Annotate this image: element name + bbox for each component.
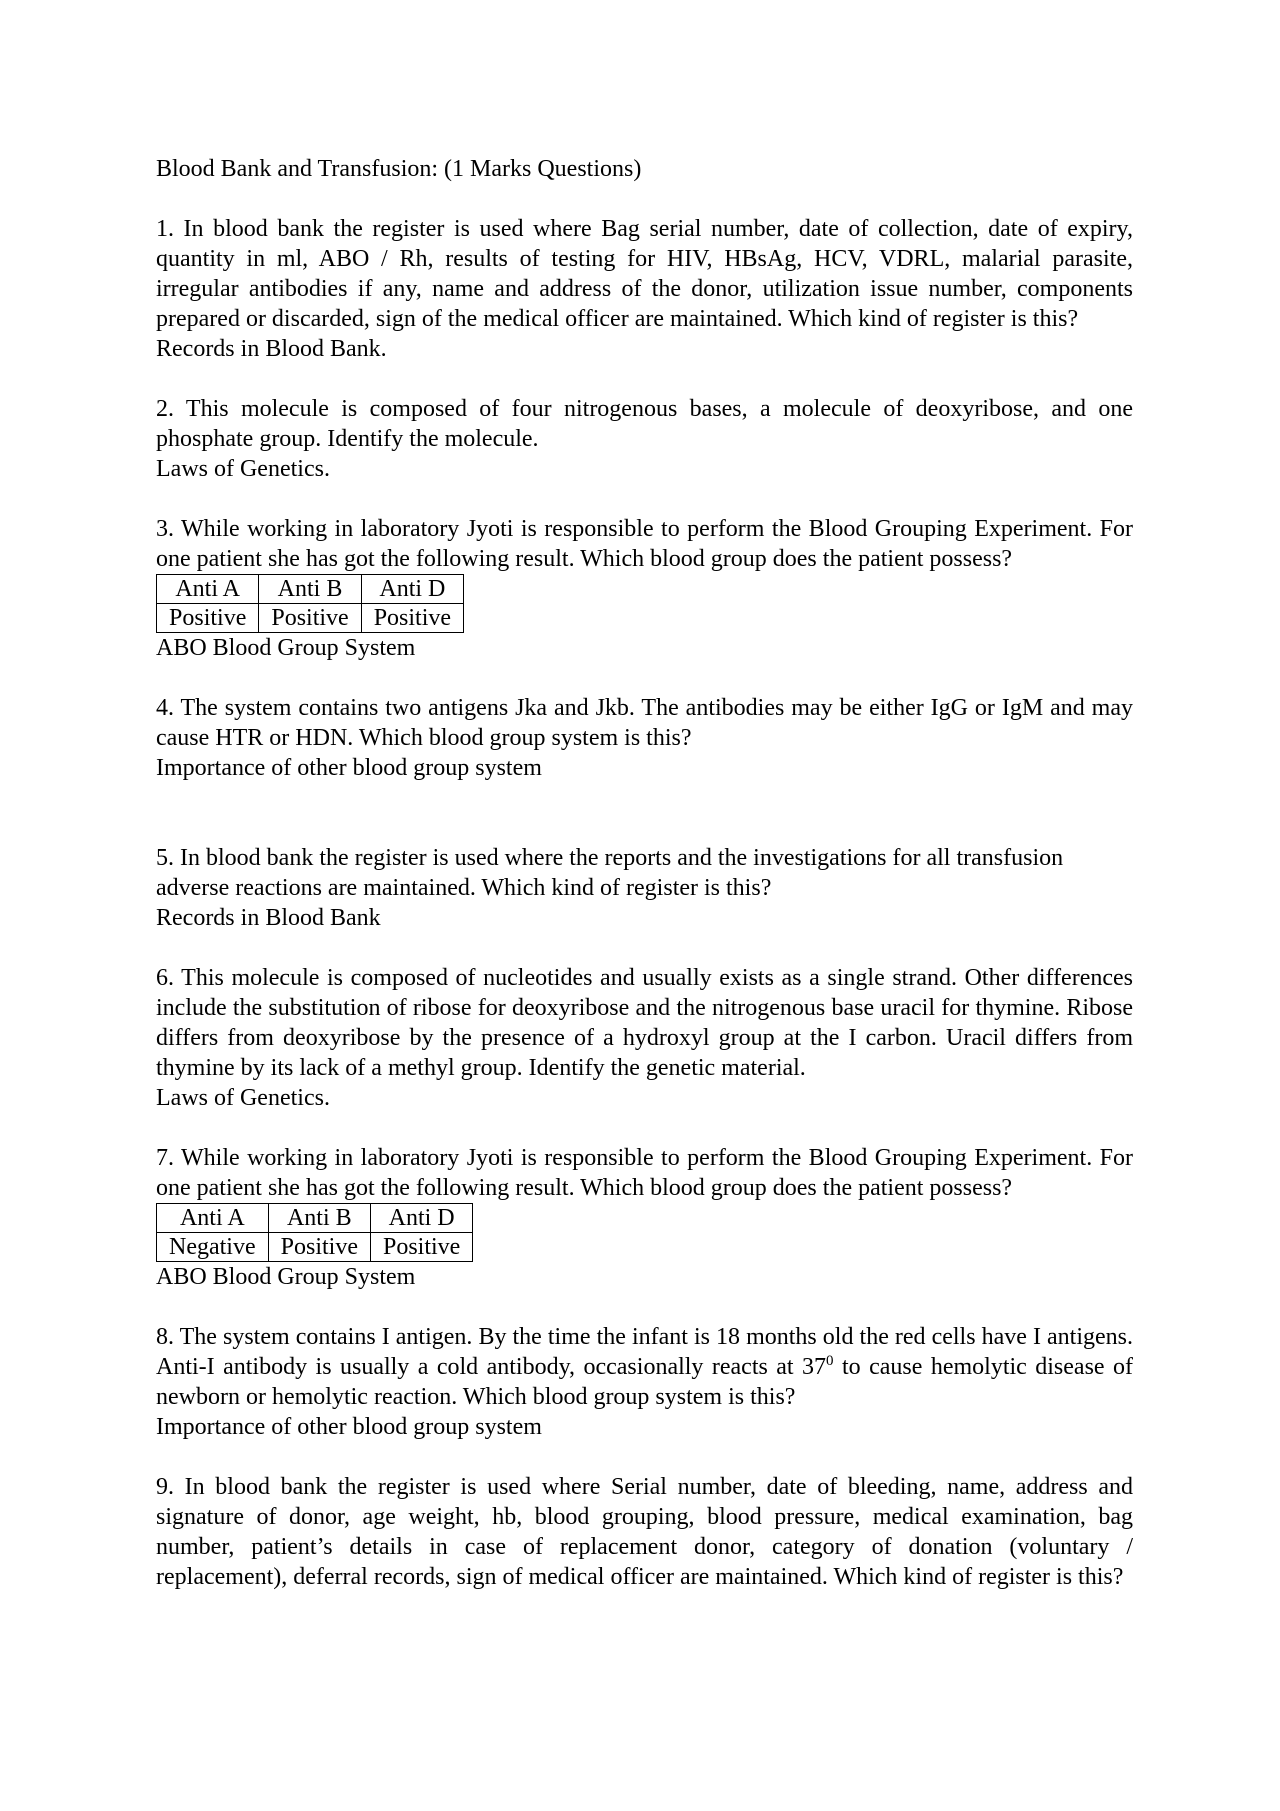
question-text: [156, 1322, 1133, 1412]
table-header-row: [157, 575, 464, 604]
question-7: [156, 1143, 1133, 1292]
question-topic: ABO Blood Group System: [156, 635, 416, 661]
question-6: [156, 963, 1133, 1113]
document-title: Blood Bank and Transfusion: (1 Marks Questions): [156, 156, 642, 182]
table-cell: Anti D: [361, 575, 463, 604]
blood-grouping-result-table: [156, 574, 464, 633]
table-cell: Anti B: [268, 1204, 370, 1233]
question-9: [156, 1472, 1133, 1592]
question-5: [156, 843, 1133, 933]
question-8: [156, 1322, 1133, 1442]
question-1: [156, 214, 1133, 364]
blood-grouping-result-table: [156, 1203, 473, 1262]
table-cell: Anti D: [370, 1204, 472, 1233]
question-3: [156, 514, 1133, 663]
table-cell: Anti A: [157, 1204, 269, 1233]
question-text: 4. The system contains two antigens Jka and Jkb. The antibodies may be either IgG or IgM and may cause HTR or HDN. Which blood group system is this?: [156, 695, 1133, 751]
table-cell: Positive: [361, 604, 463, 633]
question-text: 3. While working in laboratory Jyoti is responsible to perform the Blood Grouping Experiment. For one patient she has got the following result. Which blood group does the patient possess?: [156, 516, 1133, 572]
question-text: 7. While working in laboratory Jyoti is responsible to perform the Blood Grouping Experiment. For one patient she has got the following result. Which blood group does the patient possess?: [156, 1145, 1133, 1201]
question-text: 9. In blood bank the register is used where Serial number, date of bleeding, name, address and signature of donor, age weight, hb, blood grouping, blood pressure, medical examination, bag number, patient’s details in case of replacement donor, category of donation (voluntary / replacement), deferral records, sign of medical officer are maintained. Which kind of register is this?: [156, 1474, 1133, 1590]
question-text: 2. This molecule is composed of four nitrogenous bases, a molecule of deoxyribose, and one phosphate group. Identify the molecule.: [156, 396, 1133, 452]
question-2: [156, 394, 1133, 484]
table-row: [157, 1233, 473, 1262]
question-text: 6. This molecule is composed of nucleotides and usually exists as a single strand. Other differences include the substitution of ribose for deoxyribose and the nitrogenous base uracil for thymine. Ribose differs from deoxyribose by the presence of a hydroxyl group at the I carbon. Uracil differs from thymine by its lack of a methyl group. Identify the genetic material.: [156, 965, 1133, 1081]
table-cell: Negative: [157, 1233, 269, 1262]
table-cell: Anti B: [259, 575, 361, 604]
question-topic: ABO Blood Group System: [156, 1264, 416, 1290]
table-row: [157, 604, 464, 633]
question-topic: Records in Blood Bank.: [156, 336, 387, 362]
table-cell: Positive: [259, 604, 361, 633]
table-cell: Anti A: [157, 575, 259, 604]
question-topic: Laws of Genetics.: [156, 1085, 330, 1111]
question-topic: Importance of other blood group system: [156, 755, 542, 781]
question-text: 1. In blood bank the register is used where Bag serial number, date of collection, date of expiry, quantity in ml, ABO / Rh, results of testing for HIV, HBsAg, HCV, VDRL, malarial parasite, irregular antibodies if any, name and address of the donor, utilization issue number, components prepared or discarded, sign of the medical officer are maintained. Which kind of register is this?: [156, 216, 1133, 332]
table-cell: Positive: [268, 1233, 370, 1262]
question-topic: Laws of Genetics.: [156, 456, 330, 482]
question-topic: Records in Blood Bank: [156, 905, 381, 931]
degree-superscript: 0: [826, 1353, 834, 1369]
question-text-part: to cause hemolytic disease of newborn or hemolytic reaction. Which blood group system is this?: [156, 1354, 1133, 1410]
question-4: [156, 693, 1133, 783]
question-text: 5. In blood bank the register is used where the reports and the investigations for all transfusion adverse reactions are maintained. Which kind of register is this?: [156, 845, 1064, 901]
question-text-part: 8. The system contains I antigen. By the time the infant is 18 months old the red cells have I antigens. Anti-I antibody is usually a cold antibody, occasionally reacts at 37: [156, 1324, 1133, 1380]
table-header-row: [157, 1204, 473, 1233]
table-cell: Positive: [157, 604, 259, 633]
table-cell: Positive: [370, 1233, 472, 1262]
question-topic: Importance of other blood group system: [156, 1414, 542, 1440]
